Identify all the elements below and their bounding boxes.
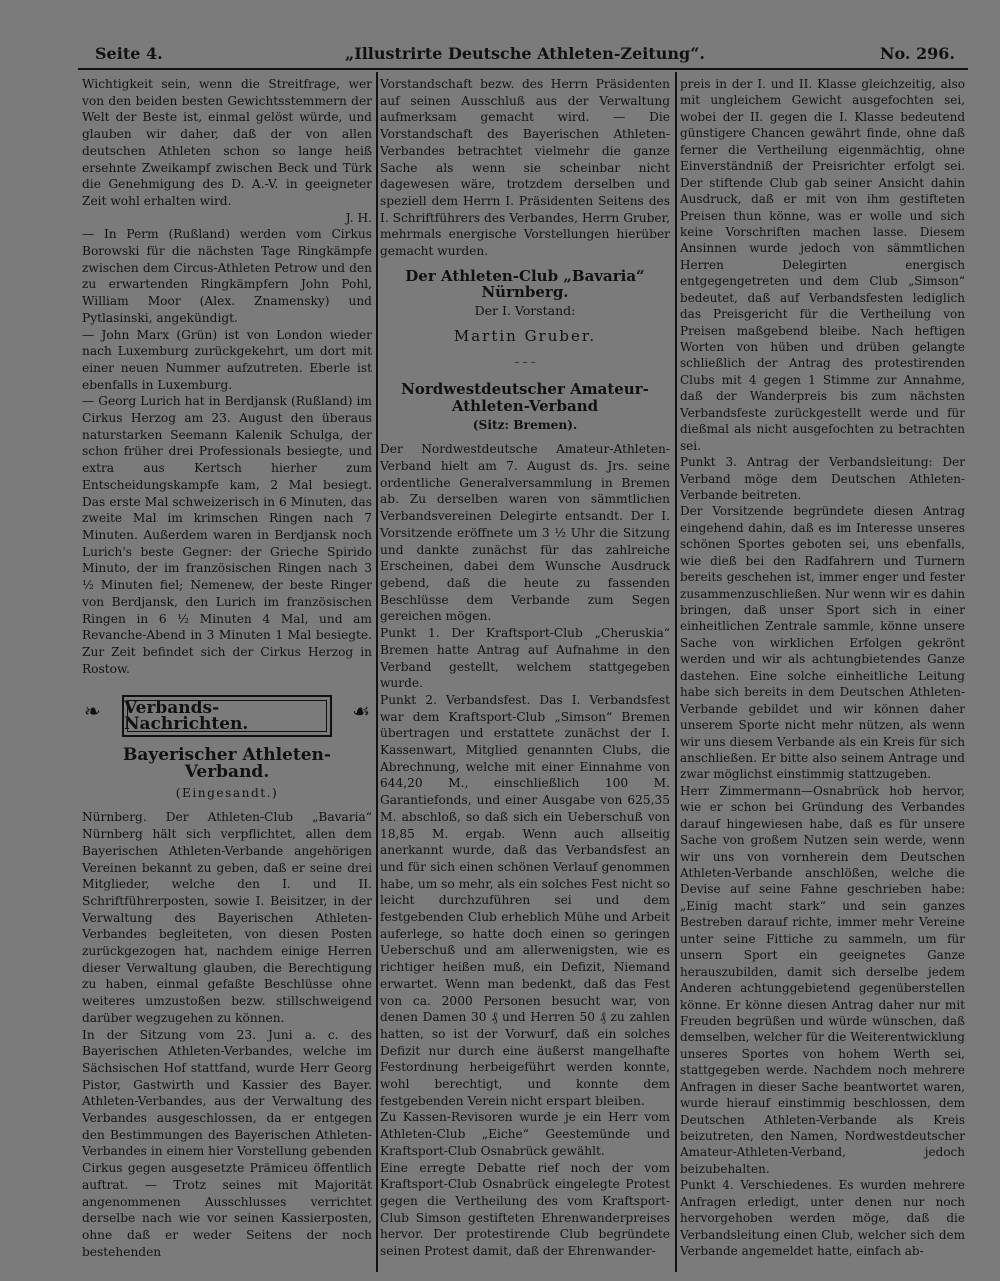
- column-divider-1: [376, 72, 378, 1272]
- signature-role: Der I. Vorstand:: [474, 303, 576, 319]
- section-subheading: (Sitz: Bremen).: [472, 417, 578, 432]
- signature-name: Martin Gruber.: [453, 326, 597, 345]
- paragraph: Wichtigkeit sein, wenn die Streitfrage, wer von den beiden besten Gewichtsstemmern der Welt der Beste ist, einmal gelöst würde, und glauben wir daher, daß der von allen deutschen Athleten schon so lange heiß ersehnte Zweikampf zwischen Beck und Türk die Genehmigung des D. A.-V. in geeigneter Zeit wohl erhalten wird.: [82, 77, 372, 208]
- section-heading: Nordwestdeutscher Amateur-Athleten-Verband: [401, 380, 649, 415]
- paragraph: Der Vorsitzende begründete diesen Antrag eingehend dahin, daß es im Interesse unseres schönen Sportes geboten sei, uns ebenfalls, wie dieß bei den Radfahrern und Turnern bereits geschehen ist, immer enger und fester zusammenzuschließen. Nur wenn wir es dahin bringen, daß unser Sport sich in einer einheitlichen Zentrale sammle, könne unsere Sache von wirklichen Erfolgen gekrönt werden und wir als achtungbietendes Ganze dastehen. Eine solche einheitliche Leitung habe sich bereits in dem Deutschen Athleten-Verbande gebildet und wir können daher unserem Sporte nicht mehr nützen, als wenn wir uns diesem Verbande als ein Kreis für sich anschließen. Er bitte also seinem Antrage und zwar möglichst einstimmig stattzugeben.: [680, 504, 965, 782]
- paragraph: — Georg Lurich hat in Berdjansk (Rußland) im Cirkus Herzog am 23. August den überaus naturstarken Seemann Kalenik Schulga, der schon früher drei Professionals besiegte, und extra aus Kertsch hierher zum Entscheidungskampfe kam, 2 Mal besiegt. Das erste Mal schweizerisch in 6 Minuten, das zweite Mal im krimschen Ringen nach 7 Minuten. Außerdem waren in Berdjansk noch Lurich's beste Gegner: der Grieche Spirido Minuto, der im französischen Ringen nach 3 ½ Minuten fiel; Nemenew, der beste Ringer von Berdjansk, den Lurich im französischen Ringen in 6 ½ Minuten 4 Mal, und am Revanche-Abend in 3 Minuten 1 Mal besiegte. Zur Zeit befindet sich der Cirkus Herzog in Rostow.: [82, 394, 372, 676]
- paragraph: Punkt 4. Verschiedenes. Es wurden mehrere Anfragen erledigt, unter denen nur noch hervorgehoben werden möge, daß die Verbandsleitung einen Club, welcher sich dem Verbande angemeldet hatte, einfach ab-: [680, 1178, 965, 1259]
- club-signature-line: Der Athleten-Club „Bavaria“ Nürnberg.: [405, 266, 645, 302]
- paragraph: Der Nordwestdeutsche Amateur-Athleten-Verband hielt am 7. August ds. Jrs. seine ordentliche Generalversammlung in Bremen ab. Zu derselben waren von sämmtlichen Verbandsvereinen Delegirte entsandt. Der I. Vorsitzende eröffnete um 3 ½ Uhr die Sitzung und dankte zunächst für das zahlreiche Erscheinen, dabei dem Wunsche Ausdruck gebend, daß die heute zu fassenden Beschlüsse dem Verbande zum Segen gereichen mögen.: [380, 442, 670, 624]
- page-header: [95, 40, 955, 68]
- ornament-icon: ☙: [352, 699, 370, 724]
- paragraph: Nürnberg. Der Athleten-Club „Bavaria“ Nürnberg hält sich verpflichtet, allen dem Bayerischen Athleten-Verbande angehörigen Vereinen bekannt zu geben, daß er seine drei Mitglieder, welche den I. und II. Schriftführerposten, sowie I. Beisitzer, in der Verwaltung des Bayerischen Athleten-Verbandes begleiteten, von diesen Posten zurückgezogen hat, nachdem einige Herren dieser Verwaltung glauben, die Berechtigung zu haben, einmal gefaßte Beschlüsse ohne weiteres umzustoßen bezw. stillschweigend darüber wegzugehen zu können.: [82, 810, 372, 1025]
- paragraph: — John Marx (Grün) ist von London wieder nach Luxemburg zurückgekehrt, um dort mit einer neuen Nummer aufzutreten. Eberle ist ebenfalls in Luxemburg.: [82, 327, 372, 392]
- column-3: [680, 76, 965, 1260]
- ornament-icon: ❧: [84, 699, 101, 724]
- column-1: [82, 76, 372, 1260]
- column-2: [380, 76, 670, 1260]
- paragraph: In der Sitzung vom 23. Juni a. c. des Bayerischen Athleten-Verbandes, welche im Sächsischen Hof stattfand, wurde Herr Georg Pistor, Gastwirth und Kassier des Bayer. Athleten-Verbandes, aus der Verwaltung des Verbandes ausgeschlossen, da er entgegen den Bestimmungen des Bayerischen Athleten-Verbandes in einem hier Vorstellung gebenden Cirkus gegen ausgesetzte Prämiceu öffentlich auftrat. — Trotz seines mit Majorität angenommenen Ausschlusses verrichtet derselbe nach wie vor seinen Kassierposten, ohne daß er weder Seitens der noch bestehenden: [82, 1027, 372, 1259]
- paragraph: Punkt 1. Der Kraftsport-Club „Cheruskia“ Bremen hatte Antrag auf Aufnahme in den Verband gestellt, welchem stattgegeben wurde.: [380, 626, 670, 691]
- section-heading: Bayerischer Athleten-Verband.: [123, 745, 331, 783]
- page-number: Seite 4.: [95, 44, 163, 63]
- divider-ornament: – – –: [514, 356, 536, 368]
- section-subheading: (Eingesandt.): [175, 785, 279, 800]
- paragraph: Eine erregte Debatte rief noch der vom Kraftsport-Club Osnabrück eingelegte Protest gegen die Vertheilung des vom Kraftsport-Club Simson gestifteten Ehrenwanderpreises hervor. Der protestirende Club begründete seinen Protest damit, daß der Ehrenwander-: [380, 1160, 670, 1259]
- header-rule: [78, 68, 968, 70]
- author-initials: J. H.: [345, 210, 372, 225]
- section-banner-title: Verbands-Nachrichten.: [122, 695, 332, 737]
- paragraph: Herr Zimmermann—Osnabrück hob hervor, wie er schon bei Gründung des Verbandes darauf hingewiesen habe, daß es für unsere Sache von großem Nutzen sein werde, wenn wir uns von vornherein dem Deutschen Athleten-Verbande anschlößen, welche die Devise auf seine Fahne geschrieben habe: „Einig macht stark“ und sein ganzes Bestreben darauf richte, immer mehr Vereine unter seine Fittiche zu sammeln, um für unsern Sport ein geeignetes Ganze herauszubilden, damit sich derselbe jedem Anderen achtunggebietend gegenüberstellen könne. Er könne diesen Antrag daher nur mit Freuden begrüßen und würde wünschen, daß demselben, welcher für die Weiterentwicklung unseres Sportes von hohem Werth sei, stattgegeben werde. Nachdem noch mehrere Anfragen in dieser Sache beantwortet waren, wurde hierauf einstimmig beschlossen, dem Deutschen Athleten-Verbande als Kreis beizutreten, den Namen, Nordwestdeutscher Amateur-Athleten-Verband, jedoch beizubehalten.: [680, 783, 965, 1176]
- paragraph: Vorstandschaft bezw. des Herrn Präsidenten auf seinen Ausschluß aus der Verwaltung aufmerksam gemacht wird. — Die Vorstandschaft des Bayerischen Athleten-Verbandes betrachtet vielmehr die ganze Sache als wenn sie scheinbar nicht dagewesen wäre, trotzdem derselben und speziell dem Herrn I. Präsidenten Seitens des I. Schriftführers des Verbandes, Herrn Gruber, mehrmals energische Vorstellungen hierüber gemacht wurden.: [380, 77, 670, 259]
- paragraph: — In Perm (Rußland) werden vom Cirkus Borowski für die nächsten Tage Ringkämpfe zwischen dem Circus-Athleten Petrow und den zu erwartenden Ringkämpfern John Pohl, William Moor (Alex. Znamensky) und Pytlasinski, angekündigt.: [82, 227, 372, 325]
- paragraph: Punkt 2. Verbandsfest. Das I. Verbandsfest war dem Kraftsport-Club „Simson“ Bremen übertragen und erstattete zunächst der I. Kassenwart, Mitglied genannten Clubs, die Abrechnung, welche mit einer Einnahme von 644,20 M., einschließlich 100 M. Garantiefonds, und einer Ausgabe von 625,35 M. abschloß, so daß sich ein Ueberschuß von 18,85 M. ergab. Wenn auch allseitig anerkannt wurde, daß das Verbandsfest an und für sich einen schönen Verlauf genommen habe, um so mehr, als ein solches Fest nicht so leicht durchzuführen sei und dem festgebenden Club erheblich Mühe und Arbeit auferlege, so hatte doch einen so geringen Ueberschuß und am allerwenigsten, wie es richtiger heißen muß, ein Defizit, Niemand erwartet. Wenn man bedenkt, daß das Fest von ca. 2000 Personen besucht war, von denen Damen 30 ₰ und Herren 50 ₰ zu zahlen hatten, so ist der Vorwurf, daß ein solches Defizit nur durch eine äußerst mangelhafte Festordnung herbeigeführt werden konnte, wohl berechtigt, und konnte dem festgebenden Verein nicht erspart bleiben.: [380, 692, 670, 1108]
- paragraph: Punkt 3. Antrag der Verbandsleitung: Der Verband möge dem Deutschen Athleten-Verbande beitreten.: [680, 455, 965, 502]
- section-banner: [82, 695, 372, 735]
- paragraph: preis in der I. und II. Klasse gleichzeitig, also mit ungleichem Gewicht ausgefochten sei, wobei der II. gegen die I. Klasse bedeutend günstigere Chancen gewährt finde, ohne daß ferner die Vertheilung eigenmächtig, ohne Einverständniß der Preisrichter erfolgt sei. Der stiftende Club gab seiner Ansicht dahin Ausdruck, daß er mit von ihm gestifteten Preisen thun könne, was er wolle und sich keine Vorschriften machen lasse. Diesem Ansinnen wurde jedoch von sämmtlichen Herren Delegirten energisch entgegengetreten und dem Club „Simson“ bedeutet, daß auf Verbandsfesten lediglich das Preisgericht für die Vertheilung von Preisen maßgebend bleibe. Nach heftigen Worten von hüben und drüben gelangte schließlich der Antrag des protestirenden Clubs mit 4 gegen 1 Stimme zur Annahme, daß der Wanderpreis bis zum nächsten Verbandsfeste zurückgestellt werde und für dießmal als nicht ausgefochten zu betrachten sei.: [680, 77, 965, 453]
- paragraph: Zu Kassen-Revisoren wurde je ein Herr vom Athleten-Club „Eiche“ Geestemünde und Kraftsport-Club Osnabrück gewählt.: [380, 1110, 670, 1158]
- column-divider-2: [675, 72, 677, 1272]
- issue-number: No. 296.: [879, 44, 955, 63]
- newspaper-title: „Illustrirte Deutsche Athleten-Zeitung“.: [345, 44, 705, 63]
